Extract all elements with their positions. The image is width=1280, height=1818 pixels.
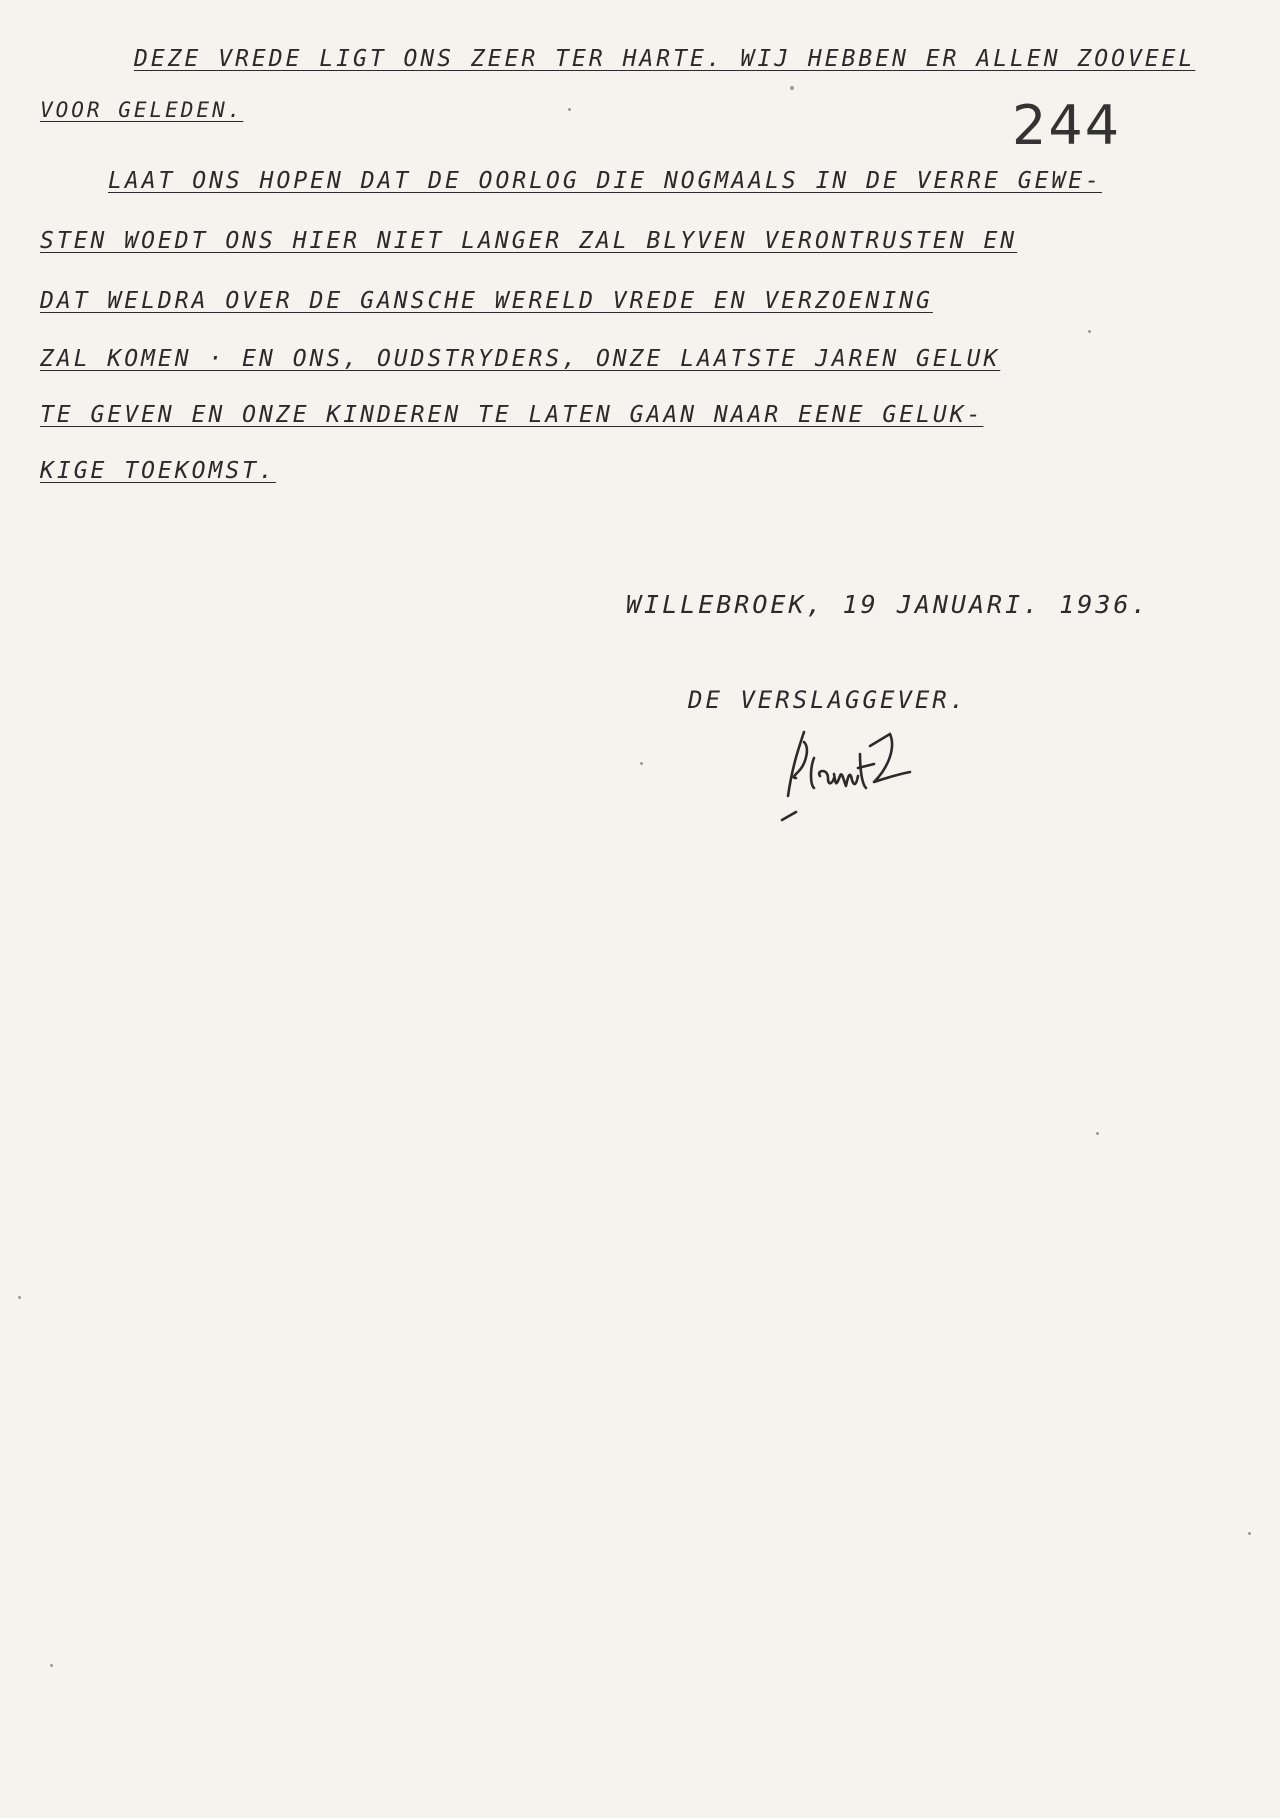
signature <box>770 724 980 834</box>
signatory-title: DE VERSLAGGEVER. <box>688 686 968 714</box>
text-line-8: KIGE TOEKOMST. <box>40 458 276 484</box>
page-number: 244 <box>1012 94 1122 157</box>
text-line-6: ZAL KOMEN · EN ONS, OUDSTRYDERS, ONZE LAATSTE JAREN GELUK <box>40 346 1001 372</box>
text-line-4: STEN WOEDT ONS HIER NIET LANGER ZAL BLYVEN VERONTRUSTEN EN <box>40 228 1018 254</box>
text-line-3: LAAT ONS HOPEN DAT DE OORLOG DIE NOGMAALS IN DE VERRE GEWE- <box>108 168 1102 194</box>
place-date: WILLEBROEK, 19 JANUARI. 1936. <box>626 590 1150 619</box>
text-line-2: VOOR GELEDEN. <box>40 98 244 122</box>
paper-speck <box>1248 1532 1251 1535</box>
paper-speck <box>640 762 643 765</box>
text-line-5: DAT WELDRA OVER DE GANSCHE WERELD VREDE EN VERZOENING <box>40 288 933 314</box>
paper-speck <box>50 1664 53 1667</box>
paper-speck <box>18 1296 21 1299</box>
paper-speck <box>568 108 571 111</box>
paper-speck <box>790 86 794 90</box>
text-line-1: DEZE VREDE LIGT ONS ZEER TER HARTE. WIJ HEBBEN ER ALLEN ZOOVEEL <box>134 46 1196 72</box>
paper-speck <box>1088 330 1091 333</box>
text-line-7: TE GEVEN EN ONZE KINDEREN TE LATEN GAAN NAAR EENE GELUK- <box>40 402 984 428</box>
paper-speck <box>1096 1132 1099 1135</box>
